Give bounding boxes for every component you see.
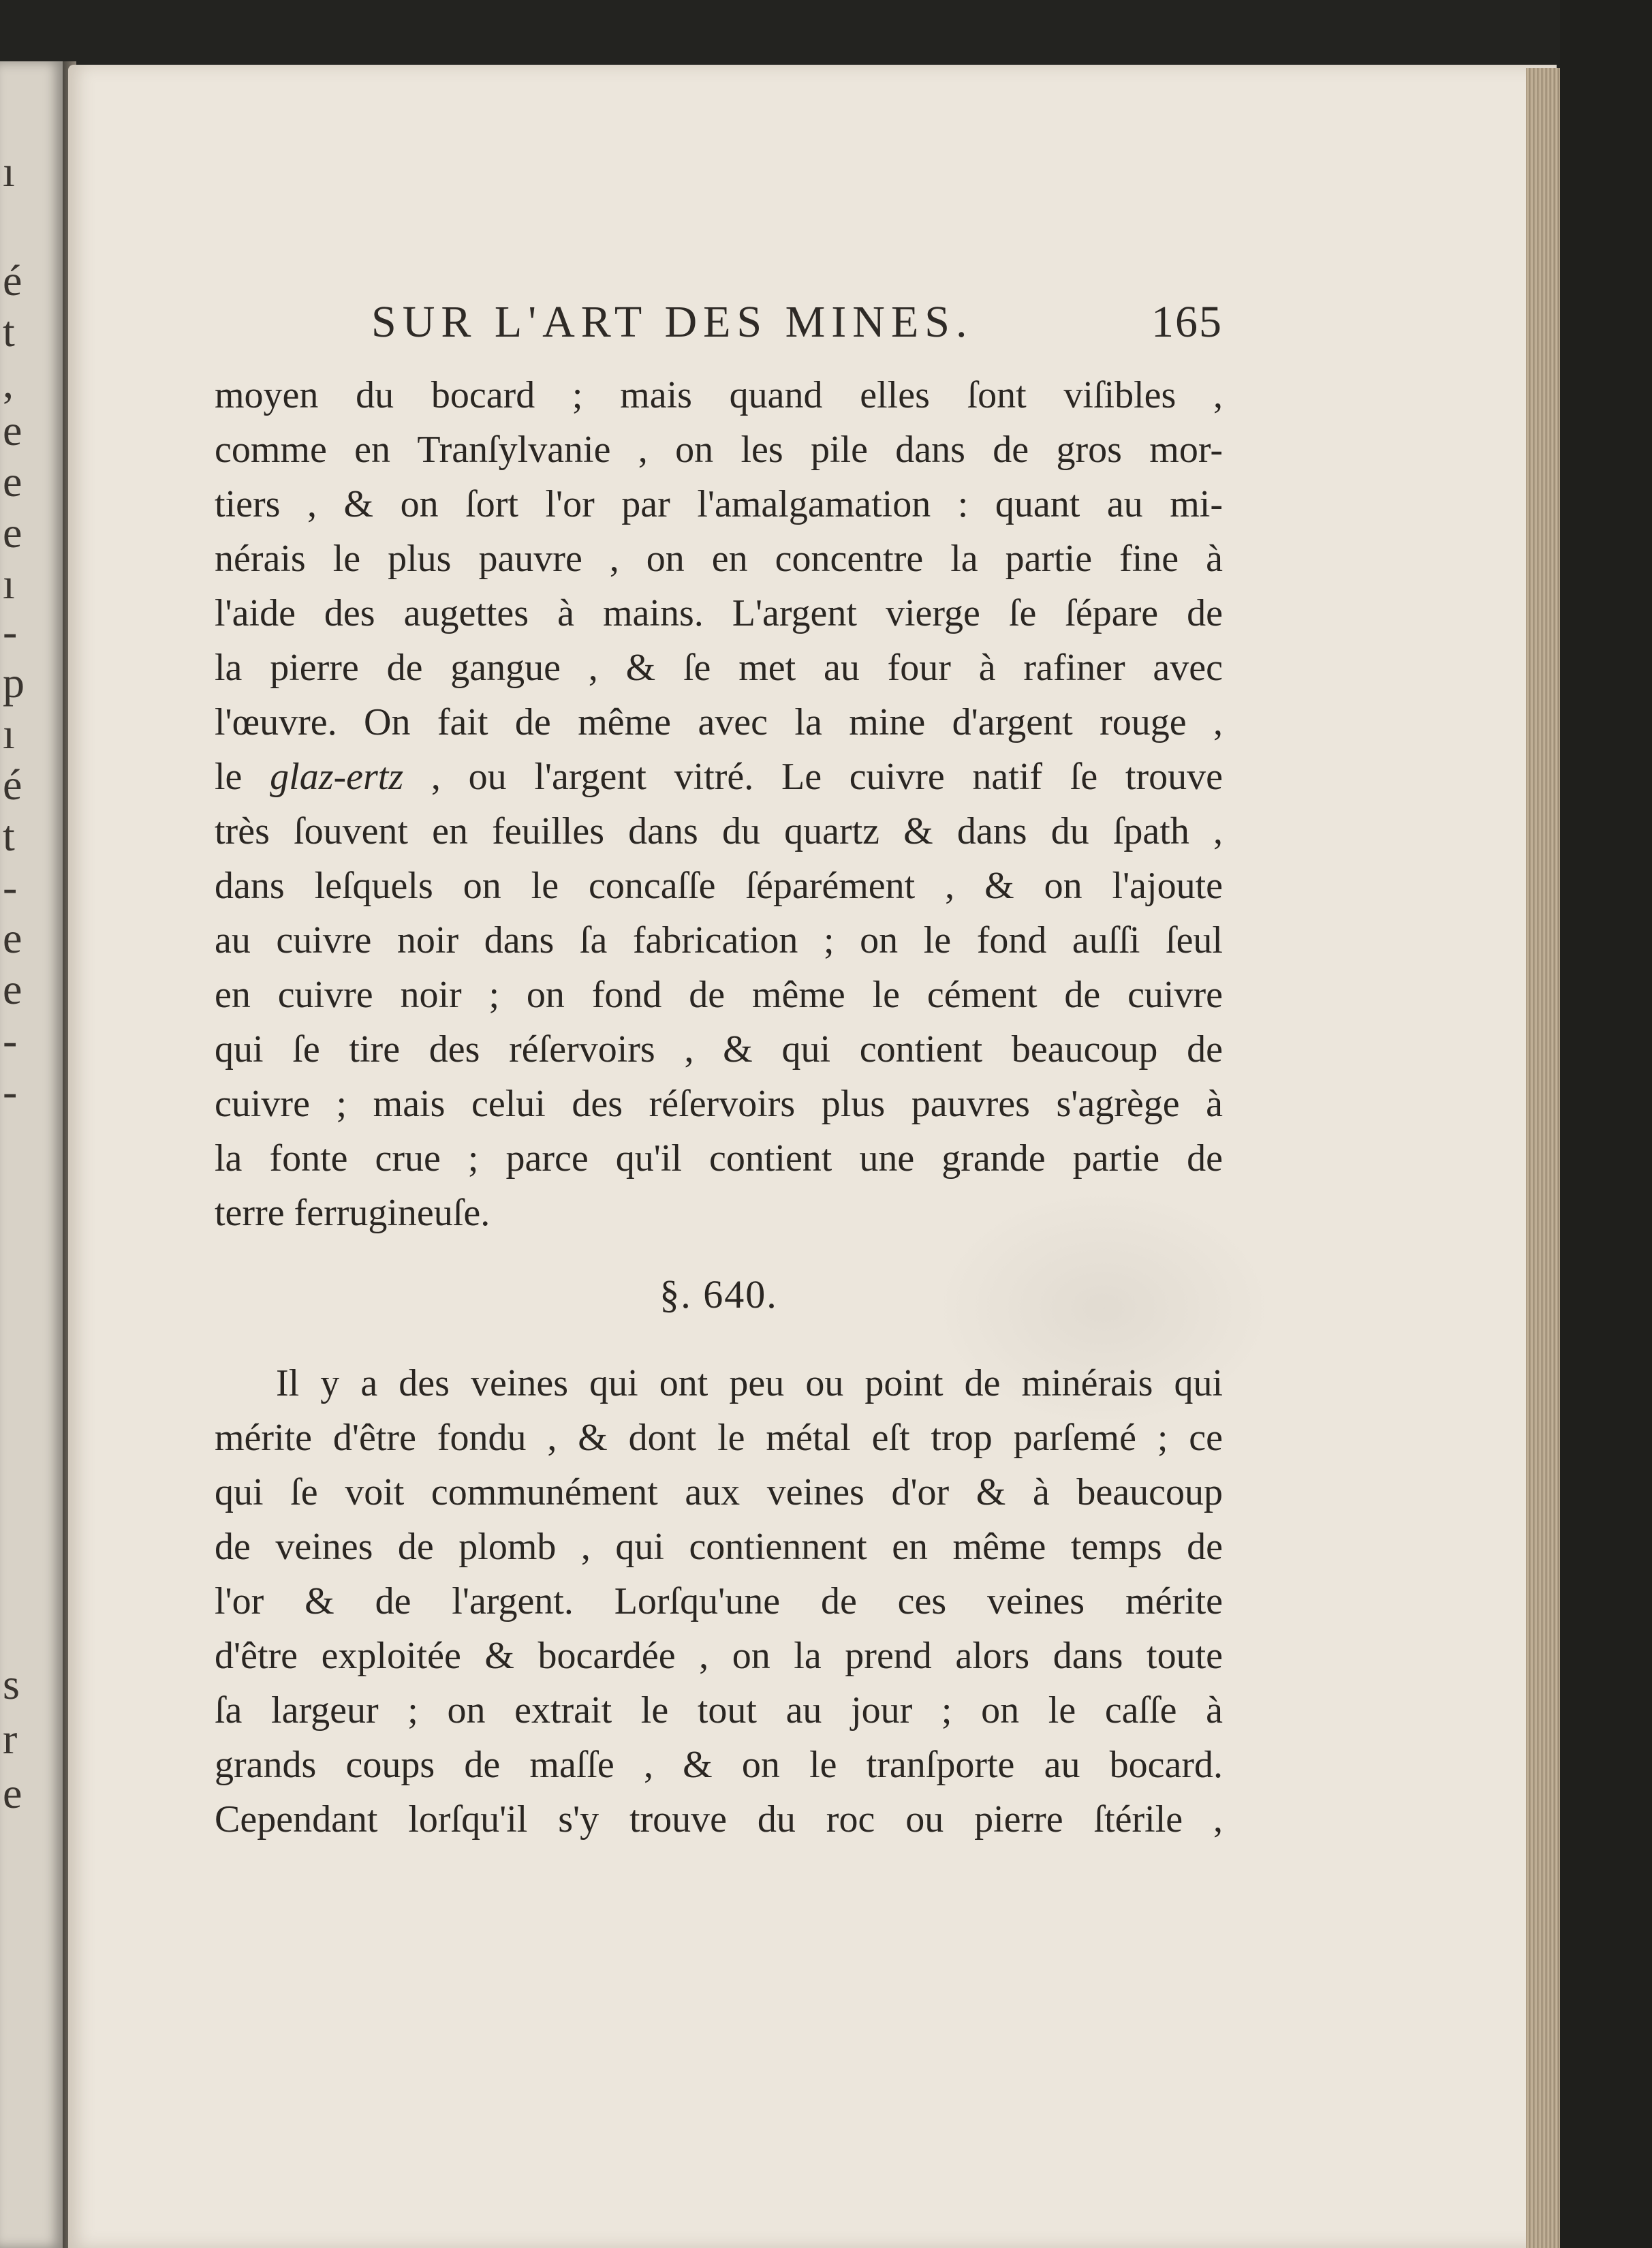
facing-page-fragment: e — [3, 508, 22, 557]
text-line: mérite d'être fondu , & dont le métal eſt trop parſemé ; ce — [215, 1417, 1223, 1459]
facing-page-fragment: e — [3, 1769, 22, 1817]
page-header — [371, 290, 1223, 365]
facing-page-fragment: r — [3, 1714, 18, 1763]
text-line: nérais le plus pauvre , on en concentre la partie fine à — [215, 538, 1223, 580]
facing-page-fragment: ı — [3, 709, 15, 758]
facing-page-fragment: e — [3, 457, 22, 506]
running-title: SUR L'ART DES MINES. — [371, 297, 973, 347]
facing-page-fragment: - — [3, 863, 18, 911]
text-line: Il y a des veines qui ont peu ou point de minérais qui — [276, 1362, 1223, 1404]
text-line: en cuivre noir ; on fond de même le cément de cuivre — [215, 974, 1223, 1016]
text-line: tiers , & on ſort l'or par l'amalgamation : quant au mi- — [215, 483, 1223, 525]
text-line: de veines de plomb , qui contiennent en même temps de — [215, 1526, 1223, 1568]
facing-page-fragment: ı — [3, 559, 15, 608]
text-line: l'œuvre. On fait de même avec la mine d'argent rouge , — [215, 701, 1223, 743]
facing-page-fragment: - — [3, 1067, 18, 1115]
text-line: Cependant lorſqu'il s'y trouve du roc ou pierre ſtérile , — [215, 1798, 1223, 1841]
text-line: grands coups de maſſe , & on le tranſporte au bocard. — [215, 1744, 1223, 1786]
text-line: très ſouvent en feuilles dans du quartz & dans du ſpath , — [215, 810, 1223, 852]
text-line: la pierre de gangue , & ſe met au four à rafiner avec — [215, 647, 1223, 689]
facing-page-fragment: , — [3, 358, 14, 407]
text-line: comme en Tranſylvanie , on les pile dans de gros mor- — [215, 429, 1223, 471]
facing-page-fragment: - — [3, 1016, 18, 1064]
facing-page-fragment: t — [3, 812, 15, 860]
text-line: qui ſe tire des réſervoirs , & qui contient beaucoup de — [215, 1028, 1223, 1071]
scan-margin — [1560, 0, 1652, 2248]
facing-page-edge — [0, 61, 63, 2248]
facing-page-fragment: e — [3, 406, 22, 455]
text-line: au cuivre noir dans ſa fabrication ; on le fond auſſi ſeul — [215, 919, 1223, 961]
text-line — [215, 750, 1223, 804]
text-fragment: le — [215, 756, 270, 798]
book-page — [68, 65, 1557, 2248]
text-fragment: , ou l'argent vitré. Le cuivre natif ſe trouve — [403, 756, 1223, 798]
section-heading: §. 640. — [659, 1272, 778, 1317]
facing-page-fragment: t — [3, 307, 15, 356]
text-line: l'aide des augettes à mains. L'argent vierge ſe ſépare de — [215, 592, 1223, 634]
text-line: qui ſe voit communément aux veines d'or & à beaucoup — [215, 1471, 1223, 1513]
facing-page-fragment: é — [3, 256, 22, 305]
facing-page-fragment: ı — [3, 147, 15, 196]
facing-page-fragment: e — [3, 965, 22, 1013]
facing-page-fragment: p — [3, 658, 25, 707]
facing-page-fragment: - — [3, 607, 18, 656]
page-number: 165 — [1151, 297, 1223, 347]
text-line: ſa largeur ; on extrait le tout au jour ; on le caſſe à — [215, 1689, 1223, 1731]
text-line: d'être exploitée & bocardée , on la prend alors dans toute — [215, 1635, 1223, 1677]
text-line: l'or & de l'argent. Lorſqu'une de ces veines mérite — [215, 1580, 1223, 1622]
facing-page-fragment: s — [3, 1660, 20, 1708]
text-line: la fonte crue ; parce qu'il contient une grande partie de — [215, 1137, 1223, 1180]
text-line: dans leſquels on le concaſſe ſéparément , & on l'ajoute — [215, 865, 1223, 907]
page-body — [215, 368, 1223, 1847]
text-line: moyen du bocard ; mais quand elles ſont viſibles , — [215, 374, 1223, 416]
page-edge-stack — [1526, 68, 1560, 2248]
text-line: cuivre ; mais celui des réſervoirs plus pauvres s'agrège à — [215, 1083, 1223, 1125]
text-line: terre ferrugineuſe. — [215, 1192, 490, 1234]
facing-page-fragment: e — [3, 914, 22, 962]
italic-term: glaz-ertz — [270, 756, 404, 798]
facing-page-fragment: é — [3, 760, 22, 809]
